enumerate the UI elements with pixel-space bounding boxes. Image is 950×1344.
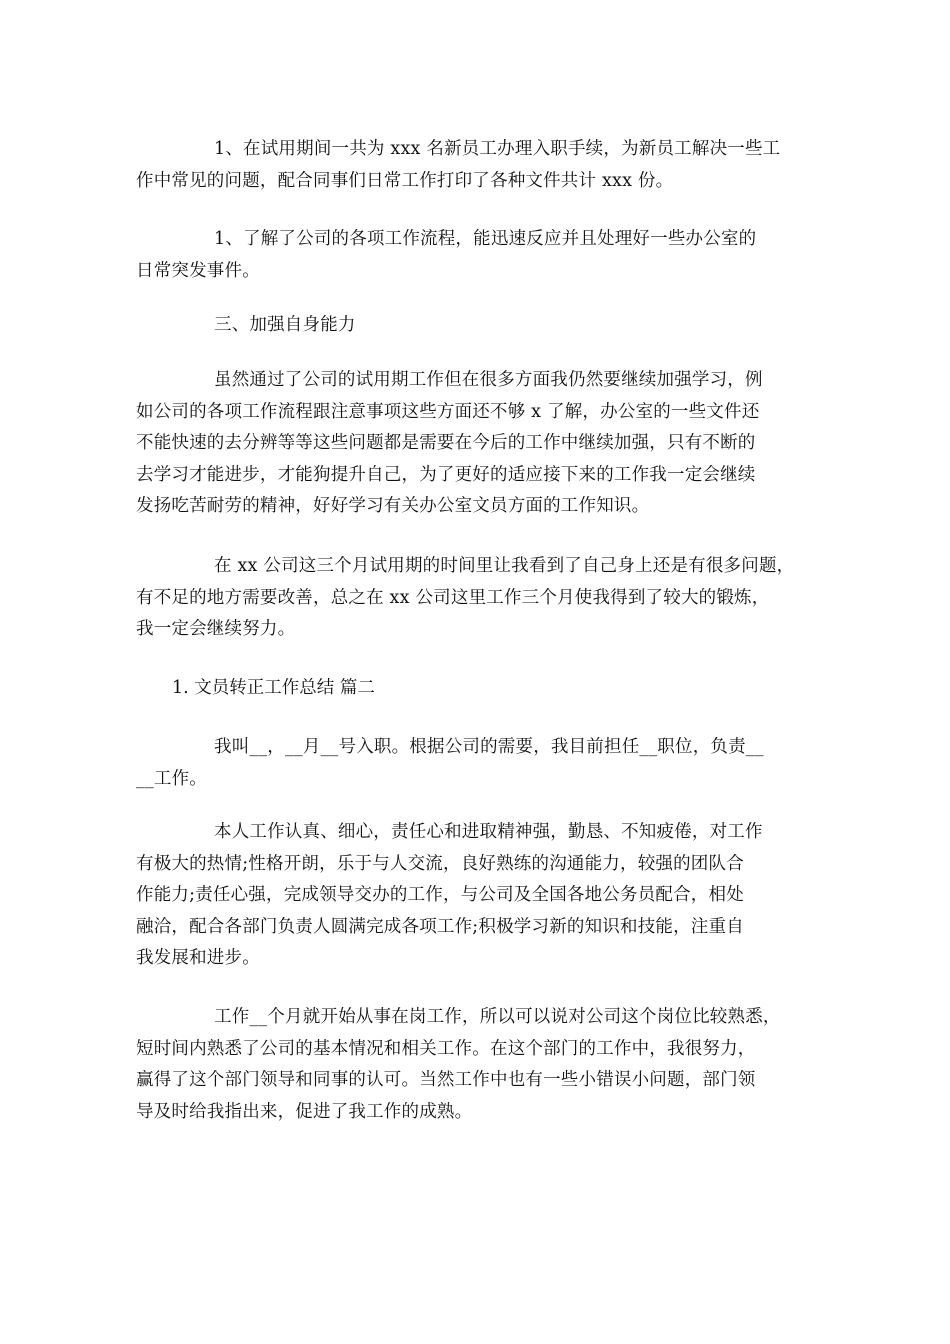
- paragraph-line: 作中常见的问题，配合同事们日常工作打印了各种文件共计 xxx 份。: [136, 170, 674, 191]
- paragraph-8: [136, 1002, 836, 1128]
- paragraph-line: 我一定会继续努力。: [136, 619, 296, 639]
- paragraph-line: 工作__个月就开始从事在岗工作，所以可以说对公司这个岗位比较熟悉，: [214, 1007, 781, 1027]
- paragraph-4: [136, 365, 836, 523]
- paragraph-line: 如公司的各项工作流程跟注意事项这些方面还不够 x 了解，办公室的一些文件还: [136, 401, 760, 422]
- paragraph-line: 本人工作认真、细心，责任心和进取精神强，勤恳、不知疲倦，对工作: [214, 822, 763, 842]
- paragraph-line: 1、了解了公司的各项工作流程，能迅速反应并且处理好一些办公室的: [214, 229, 757, 249]
- paragraph-line: 我发展和进步。: [136, 948, 260, 968]
- paragraph-line: 三、加强自身能力: [214, 315, 356, 335]
- paragraph-1: [136, 134, 836, 197]
- paragraph-line: 有不足的地方需要改善，总之在 xx 公司这里工作三个月使我得到了较大的锻炼，: [136, 587, 770, 608]
- paragraph-line: 导及时给我指出来，促进了我工作的成熟。: [136, 1101, 473, 1122]
- paragraph-line: 作能力;责任心强，完成领导交办的工作，与公司及全国各地公务员配合，相处: [136, 885, 744, 905]
- paragraph-7: [136, 817, 836, 975]
- paragraph-5: [136, 551, 836, 646]
- paragraph-line: 赢得了这个部门领导和同事的认可。当然工作中也有一些小错误小问题，部门领: [136, 1070, 756, 1090]
- paragraph-line: 虽然通过了公司的试用期工作但在很多方面我仍然要继续加强学习，例: [214, 370, 763, 390]
- section-heading-3: [136, 310, 836, 342]
- paragraph-line: __工作。: [136, 768, 207, 789]
- paragraph-line: 发扬吃苦耐劳的精神，好好学习有关办公室文员方面的工作知识。: [136, 496, 650, 516]
- paragraph-line: 我叫__，__月__号入职。根据公司的需要，我目前担任__职位，负责__: [214, 737, 764, 757]
- paragraph-line: 不能快速的去分辨等等这些问题都是需要在今后的工作中继续加强，只有不断的: [136, 433, 756, 453]
- paragraph-line: 去学习才能进步，才能狗提升自己，为了更好的适应接下来的工作我一定会继续: [136, 464, 756, 485]
- paragraph-line: 短时间内熟悉了公司的基本情况和相关工作。在这个部门的工作中，我很努力，: [136, 1038, 756, 1059]
- paragraph-6: [136, 732, 836, 795]
- section-heading: 1. 文员转正工作总结 篇二: [172, 678, 375, 698]
- paragraph-line: 1、在试用期间一共为 xxx 名新员工办理入职手续，为新员工解决一些工: [214, 139, 781, 159]
- paragraph-line: 日常突发事件。: [136, 260, 260, 281]
- paragraph-line: 融洽，配合各部门负责人圆满完成各项工作;积极学习新的知识和技能，注重自: [136, 916, 744, 937]
- paragraph-2: [136, 224, 836, 287]
- paragraph-line: 有极大的热情;性格开朗，乐于与人交流，良好熟练的沟通能力，较强的团队合: [136, 853, 744, 874]
- paragraph-line: 在 xx 公司这三个月试用期的时间里让我看到了自己身上还是有很多问题，: [214, 556, 795, 576]
